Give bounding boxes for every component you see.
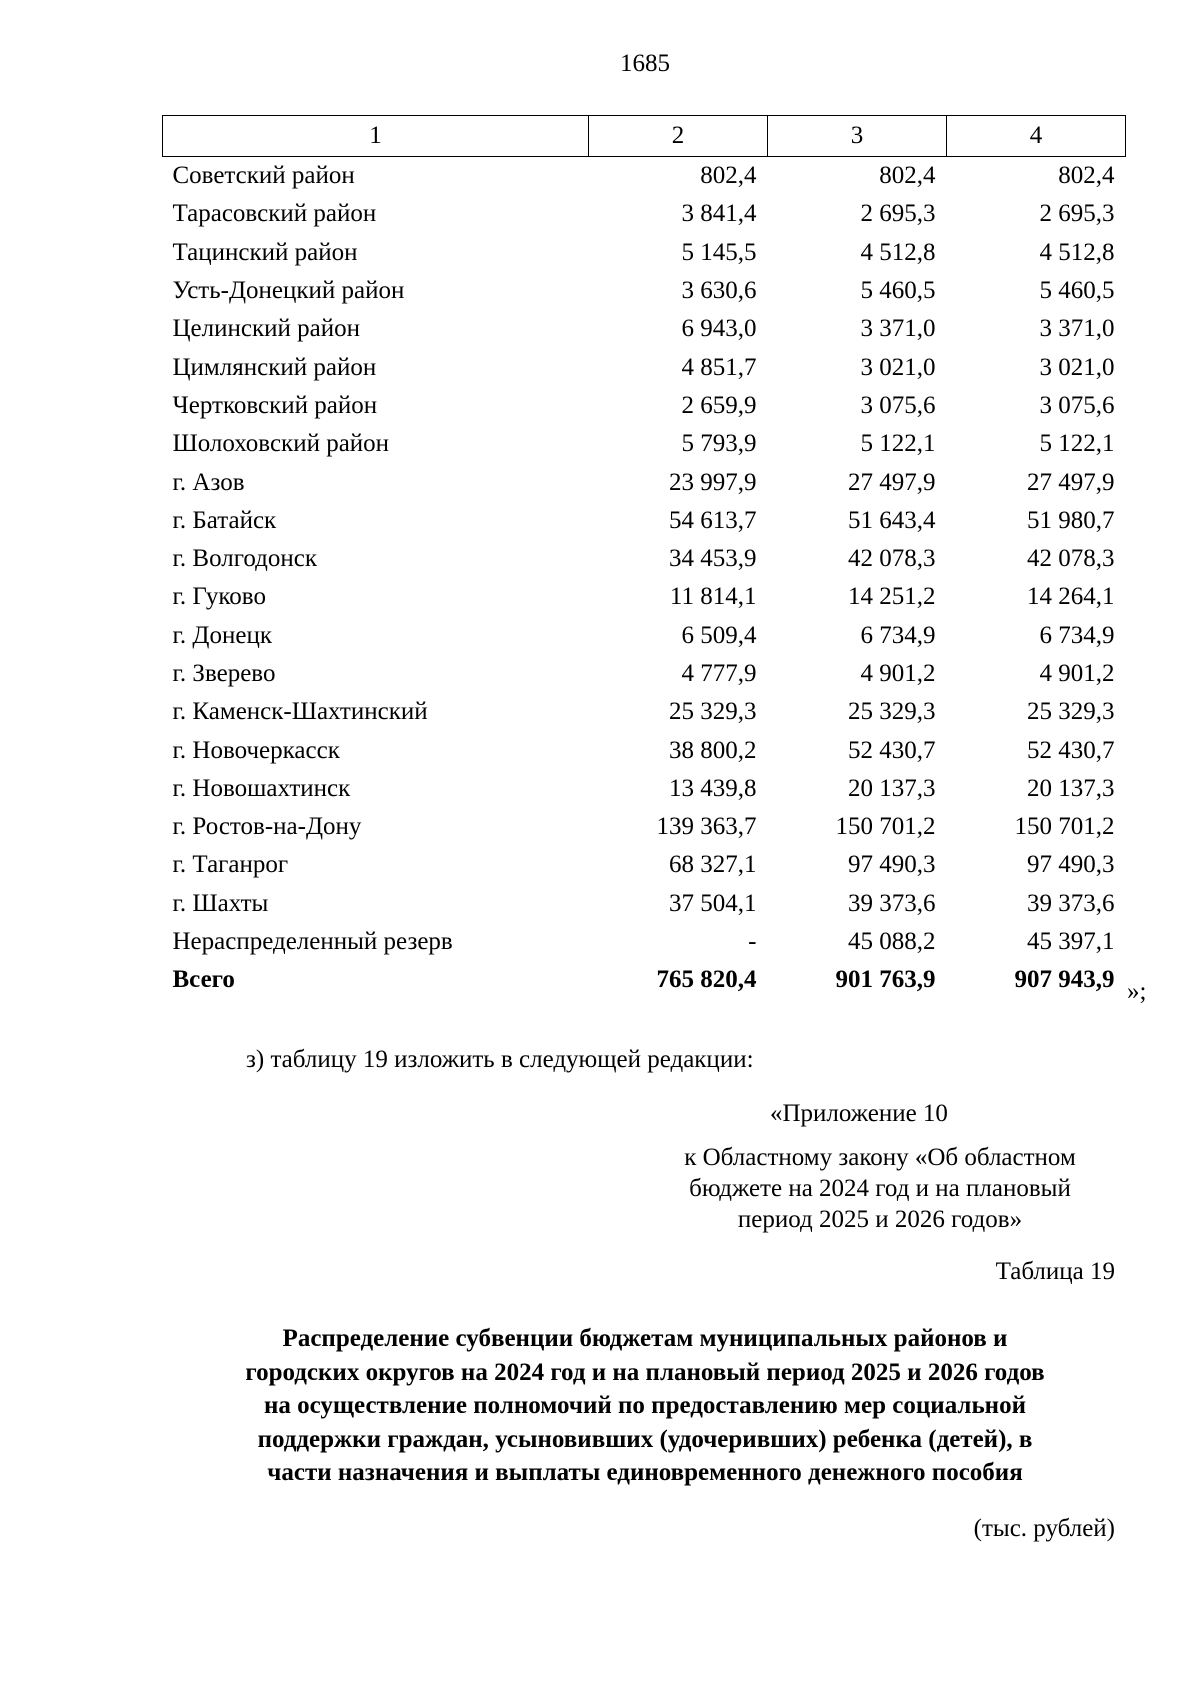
row-label: г. Таганрог <box>172 851 289 879</box>
row-value: 11 814,1 <box>669 583 757 611</box>
table-row <box>163 731 1126 769</box>
row-value: 14 251,2 <box>848 583 936 611</box>
row-value: 34 453,9 <box>669 545 757 573</box>
row-label: г. Батайск <box>172 506 277 534</box>
table-row <box>163 923 1126 961</box>
row-label: Чертковский район <box>172 391 378 419</box>
row-label: г. Донецк <box>172 621 272 649</box>
table-row <box>163 885 1126 923</box>
row-label: г. Новошахтинск <box>172 774 351 802</box>
table-row <box>163 808 1126 846</box>
row-value: 3 075,6 <box>860 391 936 419</box>
table-row <box>163 310 1126 348</box>
table-row <box>163 463 1126 501</box>
row-value: 5 460,5 <box>1039 277 1115 305</box>
appendix-reference-line: к Областному закону «Об областном <box>684 1144 1076 1171</box>
row-label: г. Новочеркасск <box>172 736 340 764</box>
row-label: Шолоховский район <box>172 430 390 458</box>
table-row <box>163 502 1126 540</box>
row-value: 5 793,9 <box>681 430 757 458</box>
row-value: 3 371,0 <box>860 315 936 343</box>
row-value: 51 980,7 <box>1027 506 1115 534</box>
row-label: Всего <box>172 966 235 994</box>
row-value: 3 371,0 <box>1039 315 1115 343</box>
row-value: 54 613,7 <box>669 506 757 534</box>
row-value: 20 137,3 <box>1027 774 1115 802</box>
column-header: 4 <box>947 116 1126 157</box>
table-row <box>163 234 1126 272</box>
row-value: 97 490,3 <box>1027 851 1115 879</box>
row-label: Целинский район <box>172 315 360 343</box>
row-value: 97 490,3 <box>848 851 936 879</box>
row-value: 25 329,3 <box>669 698 757 726</box>
row-value: 4 777,9 <box>681 660 757 687</box>
table-header-row <box>163 116 1126 157</box>
table-row <box>163 195 1126 233</box>
row-label: Нераспределенный резерв <box>172 928 453 956</box>
row-value: 25 329,3 <box>848 698 936 726</box>
row-value: 802,4 <box>1058 162 1115 190</box>
row-value: 150 701,2 <box>835 813 936 841</box>
row-value: 765 820,4 <box>656 966 757 994</box>
row-value: 38 800,2 <box>669 736 757 764</box>
row-value: 3 021,0 <box>860 353 936 381</box>
row-value: 27 497,9 <box>1027 468 1115 496</box>
row-value: 39 373,6 <box>848 889 936 917</box>
table-row <box>163 655 1126 693</box>
row-value: 52 430,7 <box>1027 736 1115 764</box>
row-value: 901 763,9 <box>835 966 936 994</box>
appendix-reference-line: бюджете на 2024 год и на плановый <box>689 1175 1071 1202</box>
table-row <box>163 770 1126 808</box>
row-value: 3 841,4 <box>681 200 757 228</box>
table-label: Таблица 19 <box>995 1258 1115 1285</box>
row-label: г. Волгодонск <box>172 545 318 573</box>
row-value: 45 397,1 <box>1027 928 1115 956</box>
row-value: 3 021,0 <box>1039 353 1115 381</box>
row-value: 3 075,6 <box>1039 391 1115 419</box>
row-value: 4 901,2 <box>860 660 936 687</box>
row-value: 6 509,4 <box>681 621 757 649</box>
table-row <box>163 425 1126 463</box>
page-number: 1685 <box>620 50 670 77</box>
row-value: 13 439,8 <box>669 774 757 802</box>
row-value: 27 497,9 <box>848 468 936 496</box>
total-row <box>163 961 1126 999</box>
row-value: 907 943,9 <box>1014 966 1115 994</box>
row-label: Советский район <box>172 162 355 190</box>
table-heading <box>155 1322 1135 1490</box>
row-value: 6 734,9 <box>1039 621 1115 649</box>
row-label: Усть-Донецкий район <box>172 277 405 305</box>
amendment-instruction: з) таблицу 19 изложить в следующей редакции: <box>246 1046 754 1073</box>
heading-line: городских округов на 2024 год и на плановый период 2025 и 2026 годов <box>245 1358 1045 1386</box>
row-label: г. Каменск-Шахтинский <box>172 698 428 726</box>
row-value: 6 943,0 <box>681 315 757 343</box>
row-label: Тацинский район <box>172 238 358 266</box>
table-row <box>163 348 1126 386</box>
closing-quote: »; <box>1127 978 1147 1005</box>
row-value: 51 643,4 <box>848 506 936 534</box>
row-value: 139 363,7 <box>656 813 757 841</box>
row-value: 802,4 <box>700 162 757 190</box>
column-header: 2 <box>589 116 768 157</box>
row-label: г. Азов <box>172 468 245 496</box>
table-row <box>163 540 1126 578</box>
row-value: 4 512,8 <box>1039 238 1115 266</box>
row-value: - <box>748 928 757 956</box>
units-label: (тыс. рублей) <box>973 1515 1115 1542</box>
row-value: 4 851,7 <box>681 353 757 381</box>
row-value: 68 327,1 <box>669 851 757 879</box>
row-value: 150 701,2 <box>1014 813 1115 841</box>
heading-line: на осуществление полномочий по предоставлению мер социальной <box>264 1392 1026 1419</box>
row-value: 6 734,9 <box>860 621 936 649</box>
row-label: г. Ростов-на-Дону <box>172 813 362 841</box>
column-header: 3 <box>768 116 947 157</box>
row-value: 42 078,3 <box>1027 545 1115 573</box>
row-value: 2 695,3 <box>860 200 936 228</box>
row-value: 20 137,3 <box>848 774 936 802</box>
appendix-reference <box>620 1142 1140 1235</box>
heading-line: поддержки граждан, усыновивших (удочеривших) ребенка (детей), в <box>257 1425 1033 1453</box>
row-value: 3 630,6 <box>681 277 757 305</box>
column-header: 1 <box>163 116 589 157</box>
table-row <box>163 617 1126 655</box>
row-value: 42 078,3 <box>848 545 936 573</box>
distribution-table <box>162 115 1126 1000</box>
appendix-reference-line: период 2025 и 2026 годов» <box>737 1206 1023 1233</box>
row-value: 5 122,1 <box>1039 430 1115 458</box>
row-label: г. Шахты <box>172 889 269 917</box>
heading-line: части назначения и выплаты единовременного денежного пособия <box>267 1459 1023 1486</box>
row-value: 2 659,9 <box>681 391 757 419</box>
row-label: Тарасовский район <box>172 200 377 228</box>
row-label: Цимлянский район <box>172 353 377 381</box>
row-label: г. Гуково <box>172 583 266 611</box>
table-row <box>163 578 1126 616</box>
row-value: 25 329,3 <box>1027 698 1115 726</box>
table-row <box>163 846 1126 884</box>
appendix-title: «Приложение 10 <box>770 1100 948 1127</box>
row-label: г. Зверево <box>172 660 276 687</box>
heading-line: Распределение субвенции бюджетам муниципальных районов и <box>282 1325 1008 1352</box>
table-row <box>163 272 1126 310</box>
row-value: 5 460,5 <box>860 277 936 305</box>
row-value: 4 512,8 <box>860 238 936 266</box>
row-value: 52 430,7 <box>848 736 936 764</box>
table-row <box>163 693 1126 731</box>
table-row <box>163 387 1126 425</box>
row-value: 14 264,1 <box>1027 583 1115 611</box>
row-value: 5 145,5 <box>681 238 757 266</box>
row-value: 2 695,3 <box>1039 200 1115 228</box>
table-row <box>163 157 1126 196</box>
row-value: 5 122,1 <box>860 430 936 458</box>
row-value: 23 997,9 <box>669 468 757 496</box>
row-value: 45 088,2 <box>848 928 936 956</box>
row-value: 4 901,2 <box>1039 660 1115 687</box>
row-value: 37 504,1 <box>669 889 757 917</box>
row-value: 802,4 <box>879 162 936 190</box>
row-value: 39 373,6 <box>1027 889 1115 917</box>
table-body <box>163 157 1126 1000</box>
